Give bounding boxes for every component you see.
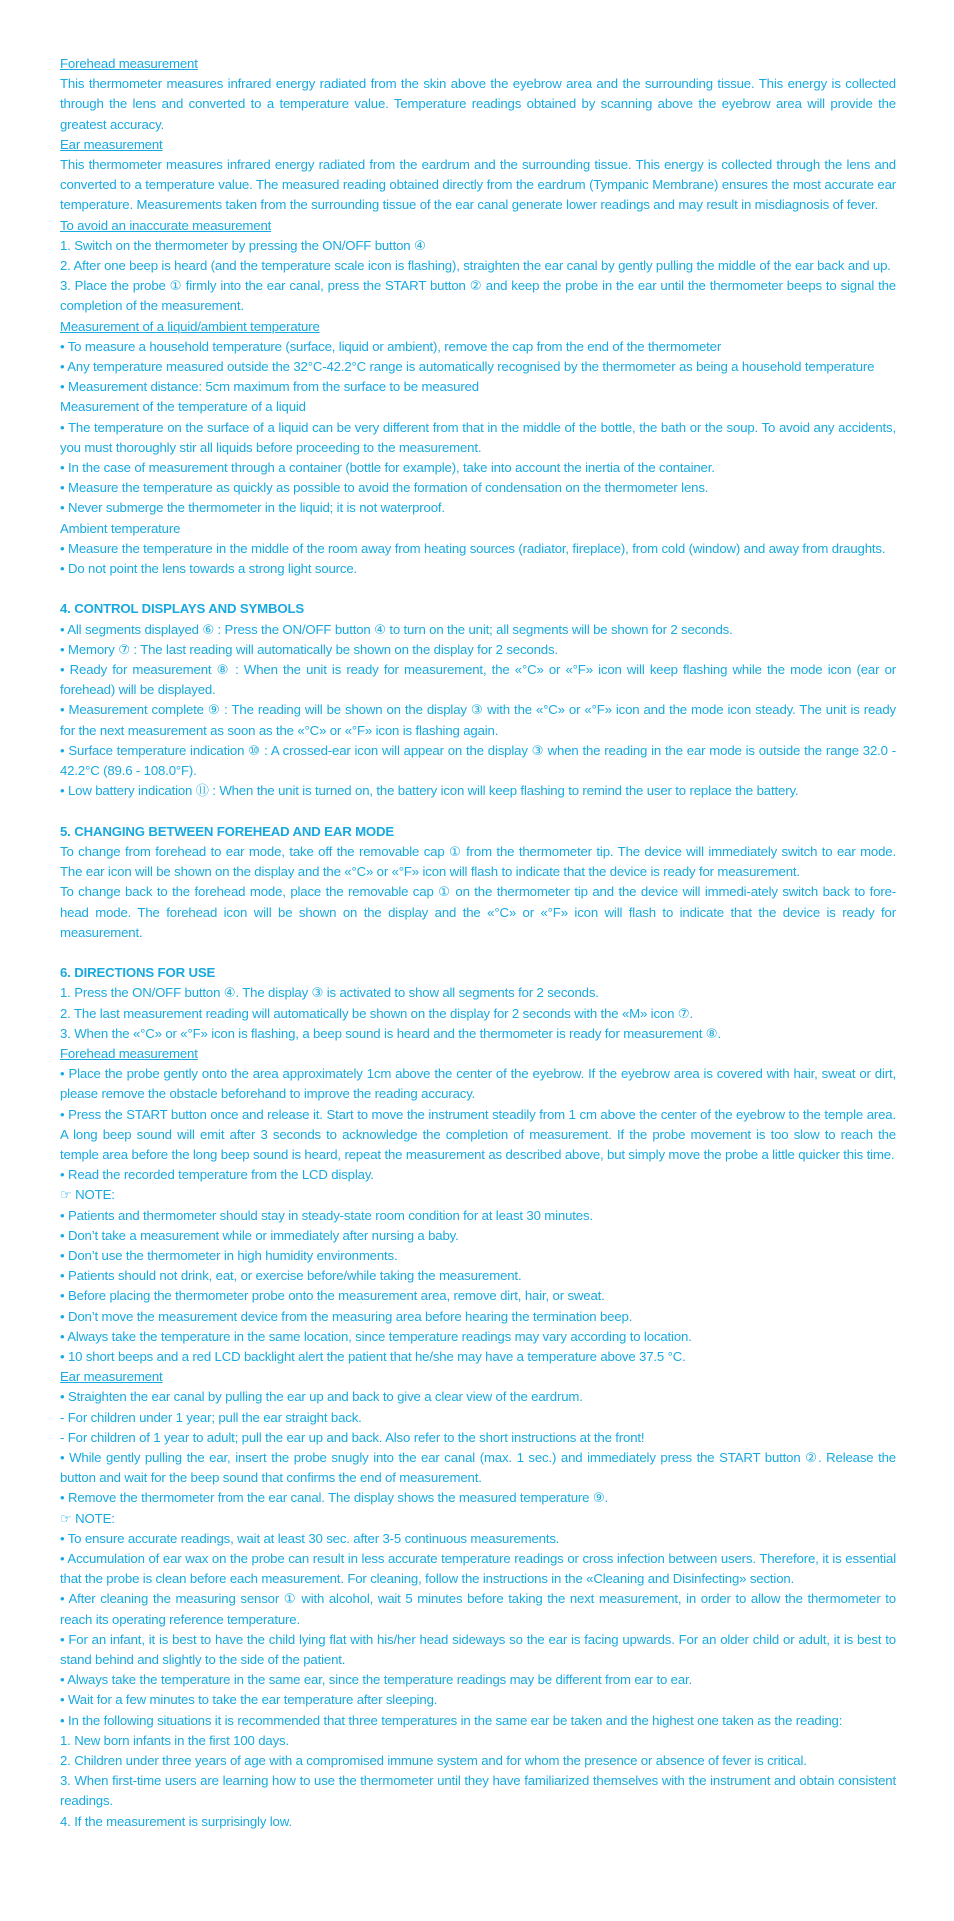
- paragraph: 1. Switch on the thermometer by pressing the ON/OFF button ④: [60, 237, 426, 253]
- paragraph: - For children under 1 year; pull the ear straight back.: [60, 1409, 362, 1425]
- paragraph: 3. When the «°C» or «°F» icon is flashing, a beep sound is heard and the thermometer is ready for measurement ⑧.: [60, 1025, 721, 1041]
- paragraph: • 10 short beeps and a red LCD backlight alert the patient that he/she may have a temperature above 37.5 °C.: [60, 1348, 686, 1364]
- paragraph: • Don’t take a measurement while or immediately after nursing a baby.: [60, 1227, 459, 1243]
- paragraph: 4. If the measurement is surprisingly low.: [60, 1813, 292, 1829]
- paragraph: • Surface temperature indication ⑩ : A crossed-ear icon will appear on the display ③ when the reading in the ear mode is outside the range 32.0 - 42.2°C (89.6 - 108.0°F).: [60, 742, 896, 779]
- paragraph: • Measure the temperature in the middle of the room away from heating sources (radiator, fireplace), from cold (window) and away from draughts.: [60, 540, 886, 556]
- paragraph: • Press the START button once and release it. Start to move the instrument steadily from 1 cm above the center of the eyebrow to the temple area. A long beep sound will emit after 3 seconds to acknowledge the completion of measurement. If the probe movement is too slow to reach the temple area before the long beep sound is heard, repeat the measurement as described above, but simply move the probe a little quicker this time.: [60, 1106, 896, 1162]
- paragraph: • Accumulation of ear wax on the probe can result in less accurate temperature readings or cross infection between users. Therefore, it is essential that the probe is clean before each measurement. For cleaning, follow the instructions in the «Cleaning and Disinfecting» section.: [60, 1550, 896, 1587]
- paragraph: • While gently pulling the ear, insert the probe snugly into the ear canal (max. 1 sec.) and immediately press the START button ②. Release the button and wait for the beep sound that confirms the end of measurement.: [60, 1449, 896, 1486]
- section-subheading: Measurement of a liquid/ambient temperature: [60, 318, 320, 334]
- paragraph: 2. Children under three years of age with a compromised immune system and for whom the presence or absence of fever is critical.: [60, 1753, 807, 1769]
- paragraph: • Patients should not drink, eat, or exercise before/while taking the measurement.: [60, 1268, 522, 1284]
- section-subheading: Ear measurement: [60, 136, 163, 152]
- paragraph: • Measurement complete ⑨ : The reading will be shown on the display ③ with the «°C» or «°F» icon and the mode icon steady. The unit is ready for the next measurement as soon as the «°C» or «°F» icon is flashing again.: [60, 702, 896, 738]
- paragraph: • Do not point the lens towards a strong light source.: [60, 561, 358, 577]
- paragraph: • Measurement distance: 5cm maximum from the surface to be measured: [60, 379, 479, 395]
- paragraph: 1. Press the ON/OFF button ④. The display ③ is activated to show all segments for 2 seconds.: [60, 985, 599, 1001]
- paragraph: • Always take the temperature in the same ear, since the temperature readings may be different from ear to ear.: [60, 1672, 693, 1688]
- document-page: [60, 54, 896, 1832]
- paragraph: - For children of 1 year to adult; pull the ear up and back. Also refer to the short instructions at the front!: [60, 1429, 645, 1445]
- paragraph: • After cleaning the measuring sensor ① with alcohol, wait 5 minutes before taking the next measurement, in order to allow the thermometer to reach its operating reference temperature.: [60, 1591, 896, 1627]
- paragraph: • Don’t use the thermometer in high humidity environments.: [60, 1247, 398, 1263]
- paragraph: 1. New born infants in the first 100 days.: [60, 1732, 290, 1748]
- section-heading: 5. CHANGING BETWEEN FOREHEAD AND EAR MODE: [60, 823, 395, 839]
- paragraph: • To measure a household temperature (surface, liquid or ambient), remove the cap from the end of the thermometer: [60, 338, 722, 354]
- paragraph: • Memory ⑦ : The last reading will automatically be shown on the display for 2 seconds.: [60, 641, 558, 657]
- paragraph: This thermometer measures infrared energy radiated from the eardrum and the surrounding tissue. This energy is collected through the lens and converted to a temperature value. The measured reading obtained directly from the eardrum (Tympanic Membrane) ensures the most accurate ear temperature. Measurements taken from the surrounding tissue of the ear canal generate lower readings and may result in misdiagnosis of fever.: [60, 157, 896, 213]
- paragraph: 2. The last measurement reading will automatically be shown on the display for 2 seconds with the «M» icon ⑦.: [60, 1005, 693, 1021]
- paragraph: • Low battery indication ⑪ : When the unit is turned on, the battery icon will keep flashing to remind the user to replace the battery.: [60, 783, 799, 799]
- paragraph: • All segments displayed ⑥ : Press the ON/OFF button ④ to turn on the unit; all segments will be shown for 2 seconds.: [60, 621, 733, 637]
- paragraph: • Straighten the ear canal by pulling the ear up and back to give a clear view of the eardrum.: [60, 1389, 583, 1405]
- section-subheading: To avoid an inaccurate measurement: [60, 217, 272, 233]
- paragraph: • Don’t move the measurement device from the measuring area before hearing the termination beep.: [60, 1308, 633, 1324]
- paragraph: • In the case of measurement through a container (bottle for example), take into account the inertia of the container.: [60, 460, 715, 476]
- paragraph: • Read the recorded temperature from the LCD display.: [60, 1167, 374, 1183]
- paragraph: 3. When first-time users are learning how to use the thermometer until they have familiarized themselves with the instrument and obtain consistent readings.: [60, 1773, 896, 1809]
- section-heading: 4. CONTROL DISPLAYS AND SYMBOLS: [60, 601, 304, 617]
- paragraph: • Wait for a few minutes to take the ear temperature after sleeping.: [60, 1692, 438, 1708]
- paragraph: • Patients and thermometer should stay in steady-state room condition for at least 30 minutes.: [60, 1207, 593, 1223]
- paragraph: • Before placing the thermometer probe onto the measurement area, remove dirt, hair, or sweat.: [60, 1288, 605, 1304]
- section-subheading: Forehead measurement: [60, 56, 198, 71]
- paragraph: • Place the probe gently onto the area approximately 1cm above the center of the eyebrow. If the eyebrow area is covered with hair, sweat or dirt, please remove the obstacle beforehand to improve the reading accuracy.: [60, 1066, 896, 1102]
- paragraph: 3. Place the probe ① firmly into the ear canal, press the START button ② and keep the probe in the ear until the thermometer beeps to signal the completion of the measurement.: [60, 278, 896, 314]
- paragraph: • For an infant, it is best to have the child lying flat with his/her head sideways so the ear is facing upwards. For an older child or adult, it is best to stand behind and slightly to the side of the patient.: [60, 1631, 896, 1667]
- paragraph: • Always take the temperature in the same location, since temperature readings may vary according to location.: [60, 1328, 692, 1344]
- paragraph: • Measure the temperature as quickly as possible to avoid the formation of condensation on the thermometer lens.: [60, 480, 709, 496]
- paragraph: This thermometer measures infrared energy radiated from the skin above the eyebrow area and the surrounding tissue. This energy is collected through the lens and converted to a temperature value. Temperature readings obtained by scanning above the eyebrow area will provide the greatest accuracy.: [60, 76, 896, 132]
- section-subheading: Forehead measurement: [60, 1045, 198, 1061]
- paragraph: • Ready for measurement ⑧ : When the unit is ready for measurement, the «°C» or «°F» icon will keep flashing while the mode icon (ear or forehead) will be displayed.: [60, 662, 896, 698]
- paragraph: Ambient temperature: [60, 520, 181, 536]
- paragraph: • The temperature on the surface of a liquid can be very different from that in the middle of the bottle, the bath or the soup. To avoid any accidents, you must thoroughly stir all liquids before proceeding to the measurement.: [60, 419, 896, 455]
- paragraph: • Never submerge the thermometer in the liquid; it is not waterproof.: [60, 500, 445, 516]
- paragraph: • In the following situations it is recommended that three temperatures in the same ear be taken and the highest one taken as the reading:: [60, 1712, 843, 1728]
- paragraph: • To ensure accurate readings, wait at least 30 sec. after 3-5 continuous measurements.: [60, 1530, 560, 1546]
- paragraph: • Any temperature measured outside the 32°C-42.2°C range is automatically recognised by the thermometer as being a household temperature: [60, 359, 875, 375]
- paragraph: • Remove the thermometer from the ear canal. The display shows the measured temperature ⑨.: [60, 1490, 609, 1506]
- paragraph: ☞ NOTE:: [60, 1187, 115, 1203]
- paragraph: To change from forehead to ear mode, take off the removable cap ① from the thermometer tip. The device will immediately switch to ear mode. The ear icon will be shown on the display and the «°C» or «°F» icon will flash to indicate that the device is ready for measurement.: [60, 843, 896, 880]
- paragraph: To change back to the forehead mode, place the removable cap ① on the thermometer tip and the device will immedi-ately switch back to fore-head mode. The forehead icon will be shown on the display and the «°C» or «°F» icon will flash to indicate that the device is ready for measurement.: [60, 884, 896, 940]
- paragraph: Measurement of the temperature of a liquid: [60, 399, 306, 415]
- paragraph: ☞ NOTE:: [60, 1510, 115, 1526]
- section-heading: 6. DIRECTIONS FOR USE: [60, 965, 216, 981]
- section-subheading: Ear measurement: [60, 1369, 163, 1385]
- paragraph: 2. After one beep is heard (and the temperature scale icon is flashing), straighten the ear canal by gently pulling the middle of the ear back and up.: [60, 258, 891, 274]
